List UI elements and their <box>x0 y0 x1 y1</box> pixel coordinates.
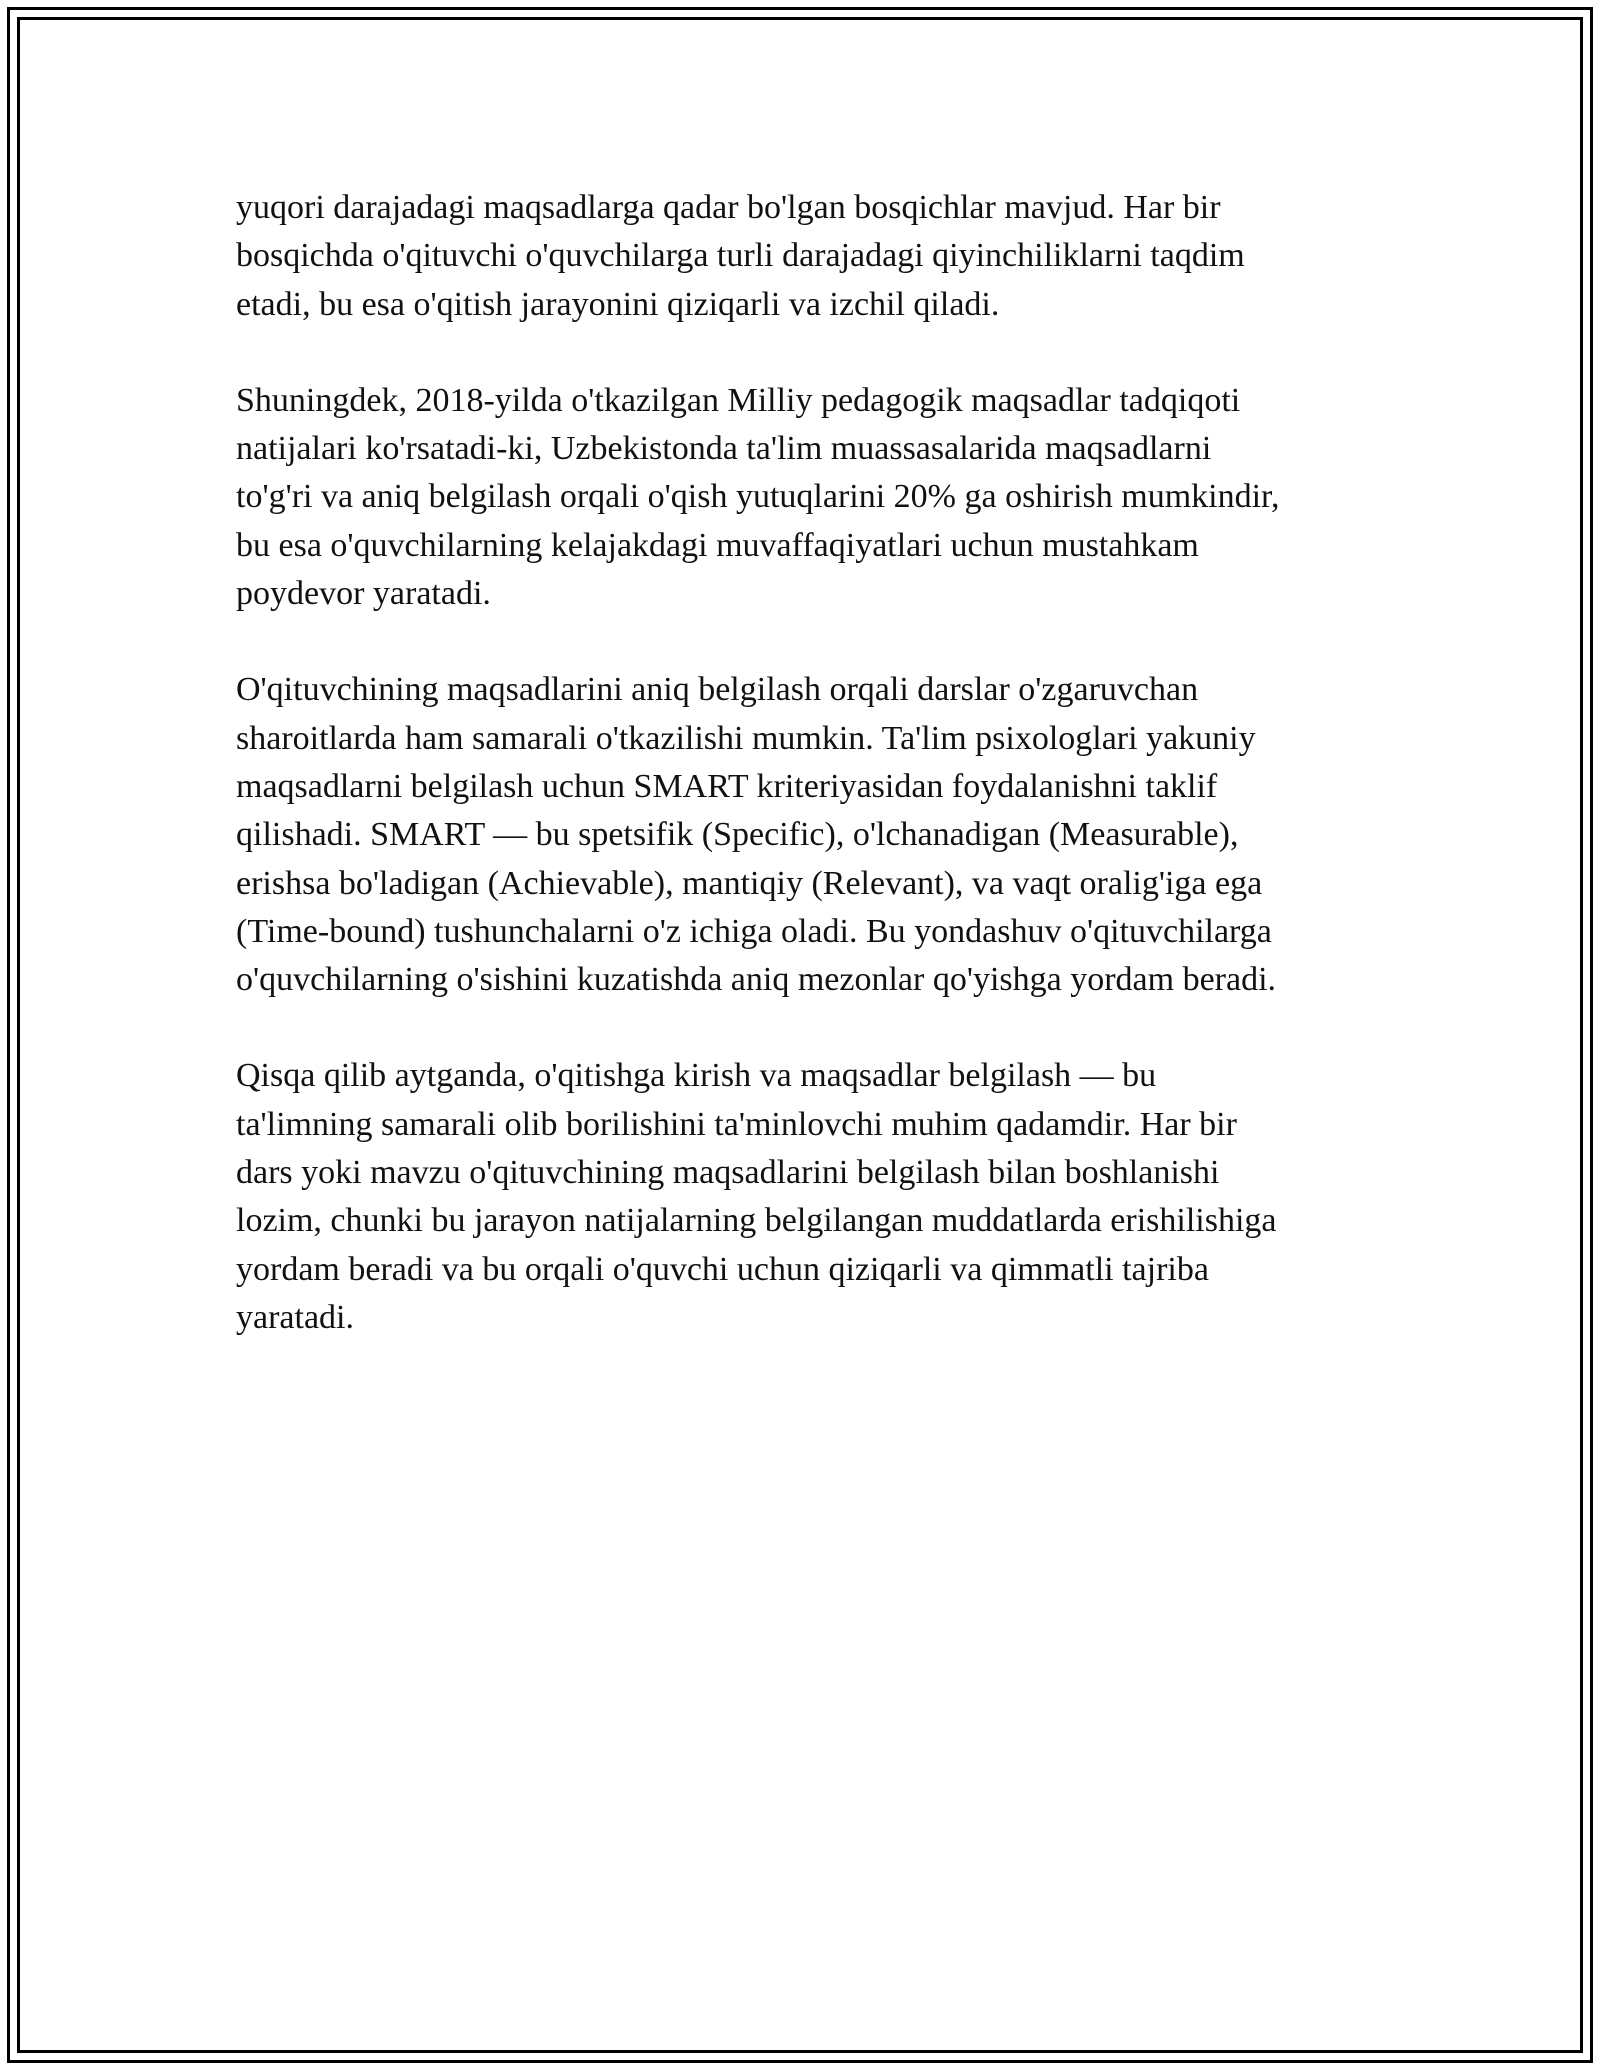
text-line: qilishadi. SMART — bu spetsifik (Specific), o'lchanadigan (Measurable), <box>236 816 1239 854</box>
paragraph-4 <box>236 1052 1376 1342</box>
text-line: lozim, chunki bu jarayon natijalarning belgilangan muddatlarda erishilishiga <box>236 1202 1277 1240</box>
text-line: O'qituvchining maqsadlarini aniq belgilash orqali darslar o'zgaruvchan <box>236 671 1199 709</box>
text-line: poydevor yaratadi. <box>236 575 491 613</box>
text-line: bosqichda o'qituvchi o'quvchilarga turli darajadagi qiyinchiliklarni taqdim <box>236 237 1245 275</box>
text-line: bu esa o'quvchilarning kelajakdagi muvaffaqiyatlari uchun mustahkam <box>236 526 1199 564</box>
text-line: yuqori darajadagi maqsadlarga qadar bo'lgan bosqichlar mavjud. Har bir <box>236 189 1221 226</box>
text-line: Qisqa qilib aytganda, o'qitishga kirish va maqsadlar belgilash — bu <box>236 1057 1157 1095</box>
text-line: (Time-bound) tushunchalarni o'z ichiga oladi. Bu yondashuv o'qituvchilarga <box>236 912 1272 950</box>
text-line: erishsa bo'ladigan (Achievable), mantiqiy (Relevant), va vaqt oralig'iga ega <box>236 864 1263 902</box>
text-line: dars yoki mavzu o'qituvchining maqsadlarini belgilash bilan boshlanishi <box>236 1154 1220 1192</box>
text-line: yordam beradi va bu orqali o'quvchi uchun qiziqarli va qimmatli tajriba <box>236 1250 1209 1288</box>
text-line: sharoitlarda ham samarali o'tkazilishi mumkin. Ta'lim psixologlari yakuniy <box>236 719 1256 757</box>
paragraph-3 <box>236 666 1376 1004</box>
text-line: yaratadi. <box>236 1298 354 1336</box>
text-line: to'g'ri va aniq belgilash orqali o'qish yutuqlarini 20% ga oshirish mumkindir, <box>236 478 1280 516</box>
text-line: maqsadlarni belgilash uchun SMART kriteriyasidan foydalanishni taklif <box>236 767 1218 805</box>
text-line: o'quvchilarning o'sishini kuzatishda aniq mezonlar qo'yishga yordam beradi. <box>236 961 1277 999</box>
text-line: etadi, bu esa o'qitish jarayonini qiziqarli va izchil qiladi. <box>236 285 1000 323</box>
paragraph-2 <box>236 377 1376 618</box>
text-line: ta'limning samarali olib borilishini ta'minlovchi muhim qadamdir. Har bir <box>236 1105 1237 1143</box>
text-line: Shuningdek, 2018-yilda o'tkazilgan Milliy pedagogik maqsadlar tadqiqoti <box>236 381 1241 419</box>
document-body <box>236 184 1376 1390</box>
text-line: natijalari ko'rsatadi-ki, Uzbekistonda ta'lim muassasalarida maqsadlarni <box>236 430 1212 468</box>
paragraph-1 <box>236 184 1376 329</box>
